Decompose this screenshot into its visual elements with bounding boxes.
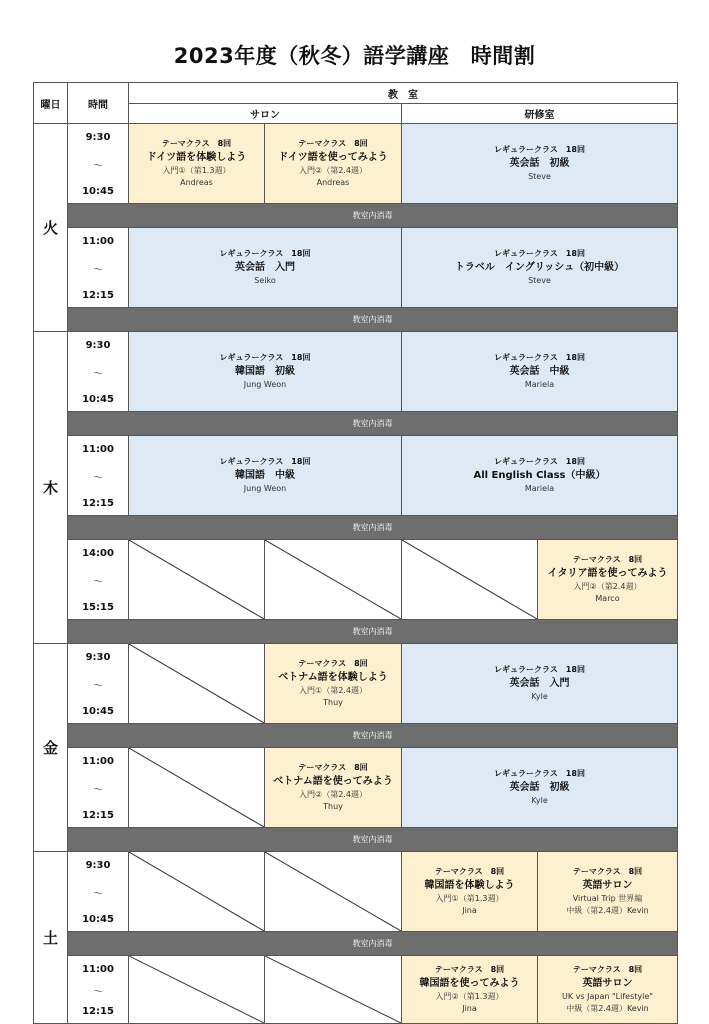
class-name: 英語サロン (582, 978, 633, 989)
class-type: テーマクラス 8回 (434, 965, 505, 974)
cleaning-break: 教室内消毒 (68, 412, 678, 436)
theme-class-cell[interactable] (402, 956, 538, 1024)
cleaning-break: 教室内消毒 (68, 516, 678, 540)
cleaning-break: 教室内消毒 (68, 932, 678, 956)
class-detail: Mariela (524, 484, 555, 493)
class-name: All English Class（中級） (473, 470, 606, 481)
end-time: 10:45 (82, 706, 114, 717)
class-detail: UK vs Japan "Lifestyle" (562, 992, 653, 1001)
timetable (33, 82, 678, 1017)
class-name: ベトナム語を体験しよう (278, 672, 388, 683)
diagonal-slash (129, 852, 264, 931)
class-type: レギュラークラス 18回 (494, 145, 585, 154)
diagonal-slash (129, 748, 264, 827)
day-label: 土 (33, 852, 68, 1024)
class-teacher: 中級（第2.4週）Kevin (566, 906, 649, 915)
class-type: レギュラークラス 18回 (494, 353, 585, 362)
class-type: テーマクラス 8回 (161, 139, 232, 148)
end-time: 15:15 (82, 602, 114, 613)
class-type: テーマクラス 8回 (298, 763, 368, 772)
time-cell (68, 124, 129, 204)
regular-class-cell[interactable] (402, 436, 678, 516)
class-name: 韓国語を使ってみよう (419, 978, 520, 989)
class-type: レギュラークラス 18回 (219, 353, 311, 362)
time-separator: ～ (93, 161, 103, 172)
class-detail: 入門②（第2.4週） (299, 790, 367, 799)
class-type: テーマクラス 8回 (572, 867, 643, 876)
start-time: 9:30 (85, 132, 111, 143)
diagonal-slash (265, 956, 401, 1023)
class-detail: Steve (528, 276, 551, 285)
diagonal-slash (265, 852, 401, 931)
end-time: 12:15 (82, 498, 114, 509)
start-time: 9:30 (85, 860, 111, 871)
empty-slot (265, 540, 402, 620)
theme-class-cell[interactable] (129, 124, 265, 204)
regular-class-cell[interactable] (129, 228, 402, 308)
theme-class-cell[interactable] (265, 124, 402, 204)
time-cell (68, 436, 129, 516)
class-detail: 入門①（第1.3週） (435, 894, 504, 903)
time-separator: ～ (93, 785, 103, 796)
time-separator: ～ (93, 577, 103, 588)
header-time: 時間 (68, 82, 129, 124)
class-name: ドイツ語を使ってみよう (278, 152, 388, 163)
class-detail: 入門②（第2.4週） (299, 166, 367, 175)
class-teacher: Marco (595, 594, 620, 603)
end-time: 12:15 (82, 1006, 114, 1017)
time-cell (68, 748, 129, 828)
header-room: 教 室 (129, 82, 678, 104)
theme-class-cell[interactable] (538, 956, 678, 1024)
end-time: 10:45 (82, 186, 114, 197)
class-type: テーマクラス 8回 (434, 867, 505, 876)
end-time: 10:45 (82, 914, 114, 925)
day-label: 金 (33, 644, 68, 852)
start-time: 11:00 (82, 756, 114, 767)
start-time: 11:00 (82, 444, 114, 455)
empty-slot (265, 956, 402, 1024)
class-type: テーマクラス 8回 (298, 139, 368, 148)
class-teacher: 中級（第2.4週）Kevin (566, 1004, 649, 1013)
class-name: 韓国語を体験しよう (424, 880, 515, 891)
time-cell (68, 332, 129, 412)
class-teacher: Jina (462, 906, 477, 915)
empty-slot (129, 540, 265, 620)
regular-class-cell[interactable] (402, 332, 678, 412)
header-day: 曜日 (33, 82, 68, 124)
header-salon: サロン (129, 104, 402, 124)
time-separator: ～ (93, 473, 103, 484)
theme-class-cell[interactable] (538, 540, 678, 620)
header-kenshu: 研修室 (402, 104, 678, 124)
class-teacher: Thuy (323, 802, 343, 811)
time-cell (68, 644, 129, 724)
class-type: レギュラークラス 18回 (494, 457, 585, 466)
time-cell (68, 852, 129, 932)
regular-class-cell[interactable] (402, 748, 678, 828)
time-separator: ～ (93, 889, 103, 900)
cleaning-break: 教室内消毒 (68, 620, 678, 644)
class-detail: Kyle (531, 692, 548, 701)
class-name: 韓国語 中級 (235, 470, 295, 481)
time-cell (68, 228, 129, 308)
empty-slot (129, 644, 265, 724)
class-detail: 入門②（第1.3週） (435, 992, 504, 1001)
page-title: 2023年度（秋冬）語学講座 時間割 (173, 44, 536, 68)
day-label: 木 (33, 332, 68, 644)
diagonal-slash (402, 540, 537, 619)
class-detail: Steve (528, 172, 551, 181)
regular-class-cell[interactable] (129, 332, 402, 412)
class-type: レギュラークラス 18回 (219, 249, 311, 258)
time-separator: ～ (93, 369, 103, 380)
class-type: レギュラークラス 18回 (494, 769, 585, 778)
class-type: テーマクラス 8回 (572, 555, 643, 564)
class-name: 英会話 初級 (509, 782, 570, 793)
end-time: 12:15 (82, 290, 114, 301)
class-teacher: Andreas (180, 178, 213, 187)
class-teacher: Andreas (316, 178, 350, 187)
time-separator: ～ (93, 265, 103, 276)
cleaning-break: 教室内消毒 (68, 724, 678, 748)
class-detail: Jung Weon (243, 484, 287, 493)
class-name: ドイツ語を体験しよう (146, 152, 247, 163)
class-detail: 入門①（第1.3週） (162, 166, 231, 175)
cleaning-break: 教室内消毒 (68, 308, 678, 332)
class-name: ベトナム語を使ってみよう (273, 776, 393, 787)
class-name: 英会話 中級 (509, 366, 570, 377)
time-separator: ～ (93, 987, 103, 998)
theme-class-cell[interactable] (402, 852, 538, 932)
time-cell (68, 956, 129, 1024)
regular-class-cell[interactable] (402, 124, 678, 204)
regular-class-cell[interactable] (402, 644, 678, 724)
diagonal-slash (129, 956, 264, 1023)
start-time: 9:30 (85, 652, 111, 663)
class-detail: Kyle (531, 796, 548, 805)
empty-slot (129, 852, 265, 932)
regular-class-cell[interactable] (129, 436, 402, 516)
class-detail: Virtual Trip 世界編 (572, 894, 643, 903)
theme-class-cell[interactable] (265, 644, 402, 724)
regular-class-cell[interactable] (402, 228, 678, 308)
class-name: 英会話 初級 (509, 158, 570, 169)
class-type: レギュラークラス 18回 (494, 665, 585, 674)
empty-slot (402, 540, 538, 620)
end-time: 10:45 (82, 394, 114, 405)
empty-slot (129, 956, 265, 1024)
day-label: 火 (33, 124, 68, 332)
time-separator: ～ (93, 681, 103, 692)
start-time: 11:00 (82, 964, 114, 975)
end-time: 12:15 (82, 810, 114, 821)
time-cell (68, 540, 129, 620)
class-type: テーマクラス 8回 (572, 965, 643, 974)
class-type: レギュラークラス 18回 (494, 249, 585, 258)
cleaning-break: 教室内消毒 (68, 828, 678, 852)
class-detail: Jung Weon (243, 380, 287, 389)
class-name: 英会話 入門 (509, 678, 570, 689)
class-name: 英会話 入門 (235, 262, 295, 273)
start-time: 9:30 (85, 340, 111, 351)
class-name: 韓国語 初級 (235, 366, 295, 377)
theme-class-cell[interactable] (538, 852, 678, 932)
empty-slot (129, 748, 265, 828)
diagonal-slash (129, 540, 264, 619)
class-type: レギュラークラス 18回 (219, 457, 311, 466)
class-detail: Seiko (254, 276, 276, 285)
class-detail: 入門①（第2.4週） (299, 686, 367, 695)
cleaning-break: 教室内消毒 (68, 204, 678, 228)
class-teacher: Thuy (323, 698, 343, 707)
empty-slot (265, 852, 402, 932)
start-time: 14:00 (82, 548, 114, 559)
start-time: 11:00 (82, 236, 114, 247)
class-name: トラベル イングリッシュ（初中級） (454, 262, 625, 273)
class-detail: 入門②（第2.4週） (573, 582, 642, 591)
class-type: テーマクラス 8回 (298, 659, 368, 668)
class-detail: Mariela (524, 380, 555, 389)
class-name: 英語サロン (582, 880, 633, 891)
class-name: イタリア語を使ってみよう (547, 568, 668, 579)
theme-class-cell[interactable] (265, 748, 402, 828)
diagonal-slash (265, 540, 401, 619)
diagonal-slash (129, 644, 264, 723)
class-teacher: Jina (462, 1004, 477, 1013)
